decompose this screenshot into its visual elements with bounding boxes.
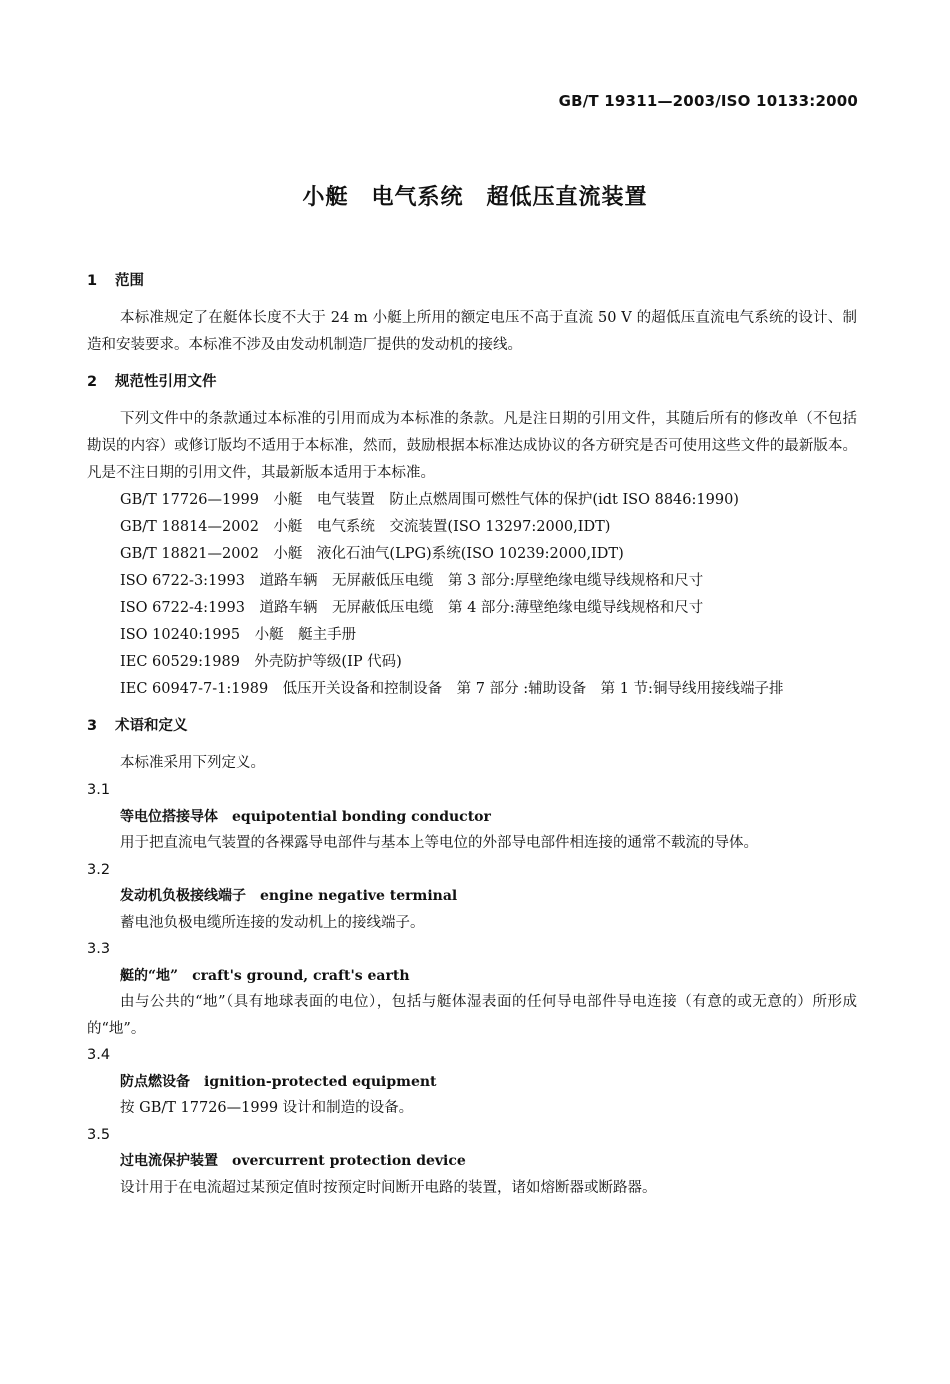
term-definition: 用于把直流电气装置的各裸露导电部件与基本上等电位的外部导电部件相连接的通常不载流的导体。 xyxy=(120,835,758,851)
standard-code: GB/T 19311—2003/ISO 10133:2000 xyxy=(558,92,858,110)
term-definition: 由与公共的“地”（具有地球表面的电位），包括与艇体湿表面的任何导电部件导电连接（有意的或无意的）所形成的“地”。 xyxy=(87,994,857,1037)
page-title: 小艇 电气系统 超低压直流装置 xyxy=(302,185,648,210)
reference-item: ISO 6722-4:1993 道路车辆 无屏蔽低压电缆 第 4 部分:薄壁绝缘电缆导线规格和尺寸 xyxy=(120,600,704,616)
reference-item: ISO 10240:1995 小艇 艇主手册 xyxy=(120,627,357,643)
section-number: 1 xyxy=(87,273,98,289)
term-number: 3.3 xyxy=(87,941,111,957)
section-number: 2 xyxy=(87,374,98,390)
term-name: 艇的“地” craft's ground, craft's earth xyxy=(120,967,410,984)
document-body xyxy=(87,268,857,1201)
section-heading-scope xyxy=(87,268,857,295)
term-entry xyxy=(87,936,857,1042)
reference-list xyxy=(87,487,857,703)
section-title: 范围 xyxy=(115,273,144,289)
scope-paragraph: 本标准规定了在艇体长度不大于 24 m 小艇上所用的额定电压不高于直流 50 V 的超低压直流电气系统的设计、制造和安装要求。本标准不涉及由发动机制造厂提供的发动机的接线。 xyxy=(87,310,857,353)
section-title: 规范性引用文件 xyxy=(115,374,217,390)
term-name: 发动机负极接线端子 engine negative terminal xyxy=(120,888,458,904)
section-title: 术语和定义 xyxy=(115,718,188,734)
reference-item: ISO 6722-3:1993 道路车辆 无屏蔽低压电缆 第 3 部分:厚壁绝缘电缆导线规格和尺寸 xyxy=(120,573,704,589)
term-entry xyxy=(87,777,857,857)
section-number: 3 xyxy=(87,718,98,734)
term-definition: 蓄电池负极电缆所连接的发动机上的接线端子。 xyxy=(120,914,425,931)
section-heading-normative-refs xyxy=(87,369,857,396)
section-heading-terms xyxy=(87,713,857,740)
term-number: 3.1 xyxy=(87,782,111,798)
reference-item: IEC 60947-7-1:1989 低压开关设备和控制设备 第 7 部分 :辅助设备 第 1 节:铜导线用接线端子排 xyxy=(120,681,784,697)
term-name: 防点燃设备 ignition-protected equipment xyxy=(120,1073,437,1090)
terms-intro: 本标准采用下列定义。 xyxy=(120,755,265,771)
reference-item: GB/T 17726—1999 小艇 电气装置 防止点燃周围可燃性气体的保护(idt ISO 8846:1990) xyxy=(120,492,739,508)
term-number: 3.5 xyxy=(87,1126,111,1143)
term-name: 等电位搭接导体 equipotential bonding conductor xyxy=(120,808,491,825)
term-entry xyxy=(87,1042,857,1122)
reference-item: GB/T 18821—2002 小艇 液化石油气(LPG)系统(ISO 10239:2000,IDT) xyxy=(120,546,624,562)
reference-item: IEC 60529:1989 外壳防护等级(IP 代码) xyxy=(120,654,402,670)
term-definition: 按 GB/T 17726—1999 设计和制造的设备。 xyxy=(120,1100,414,1116)
normative-refs-intro: 下列文件中的条款通过本标准的引用而成为本标准的条款。凡是注日期的引用文件，其随后所有的修改单（不包括勘误的内容）或修订版均不适用于本标准，然而，鼓励根据本标准达成协议的各方研究是否可使用这些文件的最新版本。凡是不注日期的引用文件，其最新版本适用于本标准。 xyxy=(87,411,857,481)
reference-item: GB/T 18814—2002 小艇 电气系统 交流装置(ISO 13297:2000,IDT) xyxy=(120,519,611,535)
term-number: 3.4 xyxy=(87,1047,111,1063)
term-entry xyxy=(87,1122,857,1202)
term-entry xyxy=(87,857,857,937)
term-number: 3.2 xyxy=(87,861,111,878)
term-definition: 设计用于在电流超过某预定值时按预定时间断开电路的装置，诸如熔断器或断路器。 xyxy=(120,1179,657,1196)
term-name: 过电流保护装置 overcurrent protection device xyxy=(120,1153,466,1169)
